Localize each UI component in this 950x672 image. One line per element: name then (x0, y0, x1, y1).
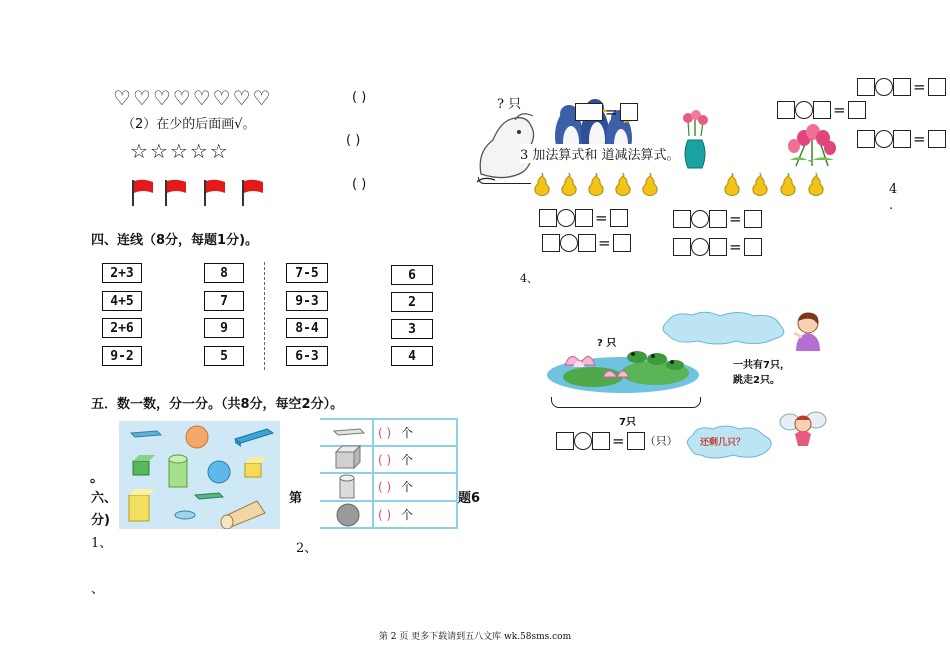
question-3-text: 3 加法算式和 道减法算式。 (520, 144, 680, 163)
count-row (378, 424, 413, 441)
equation-row: = (857, 128, 946, 148)
answer-box[interactable] (542, 234, 560, 252)
pear-icon (806, 171, 826, 197)
question-4-label: 4、 (520, 272, 538, 285)
pear-icon (640, 171, 660, 197)
match-item[interactable]: 5 (204, 346, 244, 366)
answer-box[interactable] (620, 103, 638, 121)
flag-icon (241, 178, 265, 206)
speech-line-2: 跳走2只。 (733, 375, 780, 386)
count-row (378, 478, 413, 495)
answer-box[interactable] (556, 432, 574, 450)
section5-title: 五．数一数，分一分。（共8分，每空2分）。 (91, 397, 344, 412)
count-unit: 个 (401, 508, 414, 522)
comma-mark: 、 (91, 582, 105, 597)
count-paren[interactable]: ( ) (378, 480, 392, 494)
flag-icon (131, 178, 155, 206)
answer-box[interactable] (575, 103, 603, 121)
count-unit: 个 (401, 453, 414, 467)
speech-question: 还剩几只？ (700, 438, 746, 448)
count-row (378, 506, 413, 523)
match-item[interactable]: 9-2 (102, 346, 142, 366)
operator-circle[interactable] (691, 210, 709, 228)
hearts-row: ♡♡♡♡♡♡♡♡ (113, 86, 273, 110)
match-item[interactable]: 6 (391, 265, 433, 285)
equation-row: = (777, 99, 866, 119)
answer-box[interactable] (744, 238, 762, 256)
unit-label: （只） (644, 434, 678, 448)
answer-box[interactable] (813, 101, 831, 119)
speech-line-1: 一共有7只， (733, 360, 790, 371)
question-mark-label: ? 只 (497, 97, 522, 112)
thought-cloud (658, 311, 788, 345)
equation-row: = (673, 208, 762, 228)
match-item[interactable]: 2 (391, 292, 433, 312)
stars-row: ☆☆☆☆☆ (130, 139, 230, 163)
pear-icon (613, 171, 633, 197)
count-paren[interactable]: ( ) (378, 426, 392, 440)
operator-circle[interactable] (875, 78, 893, 96)
answer-box[interactable] (673, 238, 691, 256)
section6-ti6: 题6 (458, 491, 481, 506)
frog-pond-picture (545, 343, 700, 395)
pear-icon (559, 171, 579, 197)
pear-icon (750, 171, 770, 197)
answer-box[interactable] (857, 78, 875, 96)
flag-icon (164, 178, 188, 206)
match-item[interactable]: 4 (391, 346, 433, 366)
answer-box[interactable] (928, 130, 946, 148)
section6-dot: 。 (90, 470, 104, 486)
brace-line (478, 177, 531, 184)
pear-icon (778, 171, 798, 197)
answer-box[interactable] (578, 234, 596, 252)
answer-paren-1[interactable]: ( ) (352, 90, 367, 105)
tulips-icon (786, 120, 838, 168)
answer-box[interactable] (857, 130, 875, 148)
answer-box[interactable] (575, 209, 593, 227)
answer-box[interactable] (848, 101, 866, 119)
answer-box[interactable] (610, 209, 628, 227)
equation-row: = (857, 76, 946, 96)
fairy-icon (778, 408, 828, 448)
match-item[interactable]: 6-3 (286, 346, 328, 366)
operator-circle[interactable] (557, 209, 575, 227)
answer-paren-2[interactable]: ( ) (346, 133, 361, 148)
flag-icon (203, 178, 227, 206)
operator-circle[interactable] (560, 234, 578, 252)
answer-box[interactable] (893, 130, 911, 148)
section6-fen: 分) (91, 513, 110, 528)
count-unit: 个 (401, 426, 414, 440)
match-item[interactable]: 8-4 (286, 318, 328, 338)
answer-box[interactable] (709, 238, 727, 256)
count-row (378, 451, 413, 468)
match-item[interactable]: 7 (204, 291, 244, 311)
girl-icon (790, 311, 824, 353)
brace-line (551, 397, 701, 408)
pear-icon (722, 171, 742, 197)
answer-box[interactable] (893, 78, 911, 96)
solids-picture (119, 421, 280, 529)
pond-total: 7只 (619, 417, 636, 428)
match-item[interactable]: 8 (204, 263, 244, 283)
vase-icon (680, 110, 710, 172)
number-4-dot: . (889, 198, 894, 213)
equation-row: = (539, 207, 628, 227)
equation-row: = (673, 236, 762, 256)
match-item[interactable]: 2+6 (102, 318, 142, 338)
count-paren[interactable]: ( ) (378, 508, 392, 522)
answer-box[interactable] (539, 209, 557, 227)
column-divider (264, 262, 265, 370)
match-item[interactable]: 9-3 (286, 291, 328, 311)
answer-box[interactable] (709, 210, 727, 228)
operator-circle[interactable] (574, 432, 592, 450)
pear-icon (532, 171, 552, 197)
question-1-label: 1、 (91, 536, 113, 551)
number-4: 4 (889, 182, 898, 197)
answer-box[interactable] (777, 101, 795, 119)
answer-paren-3[interactable]: ( ) (352, 177, 367, 192)
operator-circle[interactable] (875, 130, 893, 148)
answer-box[interactable] (592, 432, 610, 450)
match-item[interactable]: 2+3 (102, 263, 142, 283)
answer-box[interactable] (613, 234, 631, 252)
section6-di: 第 (289, 491, 303, 506)
match-item[interactable]: 9 (204, 318, 244, 338)
pond-question-mark: ? 只 (597, 338, 617, 349)
count-paren[interactable]: ( ) (378, 453, 392, 467)
pear-icon (586, 171, 606, 197)
equation-row: = （只） (556, 430, 678, 450)
count-table (320, 418, 458, 529)
operator-circle[interactable] (691, 238, 709, 256)
section4-title: 四、连线（8分，每题1分)。 (91, 233, 259, 248)
equation-fragment: = (575, 101, 638, 121)
answer-box[interactable] (928, 78, 946, 96)
match-item[interactable]: 3 (391, 319, 433, 339)
section6-prefix: 六、 (91, 491, 118, 506)
answer-box[interactable] (744, 210, 762, 228)
answer-box[interactable] (627, 432, 645, 450)
answer-box[interactable] (673, 210, 691, 228)
equation-row: = (542, 232, 631, 252)
match-item[interactable]: 7-5 (286, 263, 328, 283)
page-footer: 第 2 页 更多下载请到五八文库 wk.58sms.com (378, 632, 572, 642)
count-unit: 个 (401, 480, 414, 494)
sub-question-2: （2）在少的后面画√。 (122, 117, 256, 132)
question-2-label: 2、 (296, 541, 318, 556)
match-item[interactable]: 4+5 (102, 291, 142, 311)
operator-circle[interactable] (795, 101, 813, 119)
